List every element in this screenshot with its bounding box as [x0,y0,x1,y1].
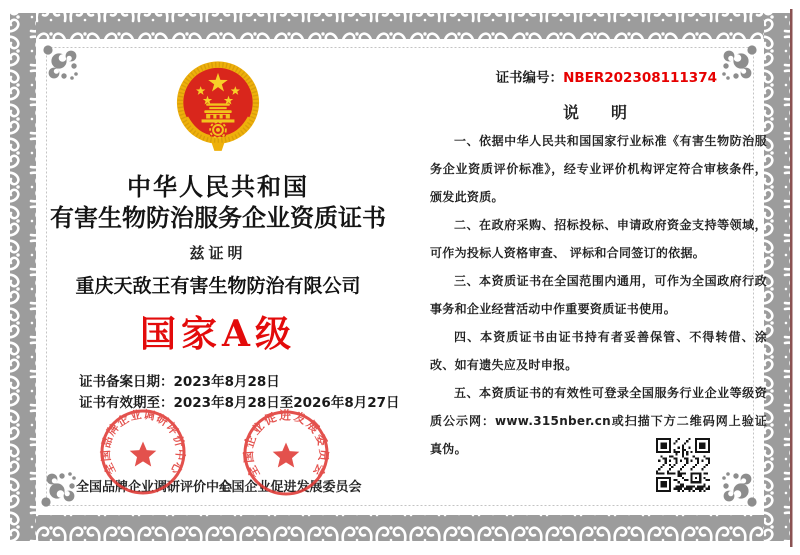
country-name: 中华人民共和国 [127,173,309,201]
verification-qr-code-icon [656,438,710,492]
notes-block [430,127,767,463]
seal-ring-text: 全国企业促进发展委员会 [241,408,331,481]
red-star-seal-development-committee [241,408,331,498]
note-item-1: 一、依据中华人民共和国国家行业标准《有害生物防治服务企业资质评价标准》，经专业评价机构评定符合审核条件，颁发此资质。 [430,134,767,204]
note-item-4: 四、本资质证书由证书持有者妥善保管、不得转借、涂改、如有遗失应及时申报。 [430,330,767,372]
validity-value: 2023年8月28日至2026年8月27日 [173,394,400,411]
record-date-line [79,372,400,393]
note-item-3: 三、本资质证书在全国范围内通用，可作为全国政府行政事务和企业经营活动中作重要资质证书使用。 [430,274,767,316]
record-date-value: 2023年8月28日 [173,374,280,390]
company-name: 重庆天敌王有害生物防治有限公司 [75,275,361,297]
record-date-label: 证书备案日期： [79,374,174,390]
note-item-5: 五、本资质证书的有效性可登录全国服务行业企业等级资质公示网：www.315nber.cn或扫描下方二维码网上验证真伪。 [430,386,767,456]
grade-level: 国家A级 [140,313,296,355]
red-star-seal-research-center [98,407,188,497]
seal-caption-development-committee: 全国企业促进发展委员会 [218,480,362,495]
seal-caption-research-center: 全国品牌企业调研评价中心 [75,480,232,495]
certificate-title: 有害生物防治服务企业资质证书 [50,204,386,232]
notes-heading: 说 明 [562,103,627,122]
certificate-number-label: 证书编号： [495,70,564,86]
national-emblem-icon [176,60,260,156]
certify-text: 兹证明 [189,244,247,262]
certificate-number-line [420,66,717,86]
seal-ring-text: 全国品牌企业调研评价中心 [99,407,187,477]
note-item-2: 二、在政府采购、招标投标、申请政府资金支持等领域，可作为投标人资格审查、 评标和合同签订的依据。 [430,218,767,260]
certificate-number-value: NBER202308111374 [563,70,717,86]
validity-label: 证书有效期至： [79,394,174,411]
